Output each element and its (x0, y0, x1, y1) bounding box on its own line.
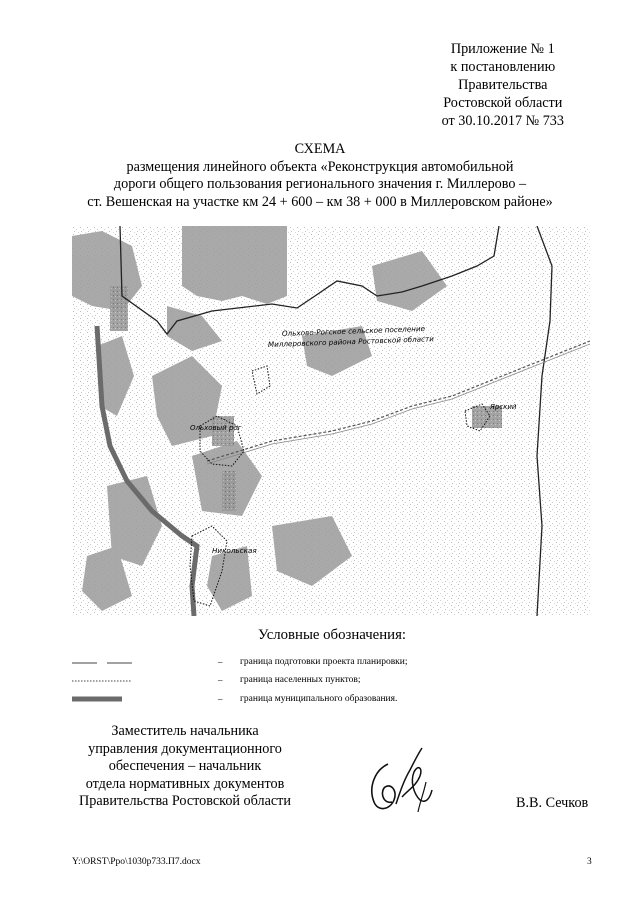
signatory-line: Правительства Ростовской области (79, 793, 291, 810)
appendix-line: Правительства (458, 77, 548, 93)
signatory-line: Заместитель начальника (111, 723, 259, 739)
title-line: дороги общего пользования регионального значения г. Миллерово – (113, 176, 527, 193)
legend-text: граница муниципального образования. (240, 694, 398, 704)
legend-title: Условные обозначения: (258, 627, 406, 643)
legend-dash: – (218, 657, 223, 667)
legend-dash: – (218, 694, 223, 704)
signatory-position (70, 723, 300, 811)
legend-item-planning-boundary (72, 655, 472, 669)
map-label-yarsky: Ярский (490, 403, 517, 411)
legend-symbol-settlement (72, 673, 212, 687)
appendix-line: Приложение № 1 (450, 41, 555, 57)
footer-file-path: Y:\ORST\Ppo\1030p733.П7.docx (72, 857, 201, 867)
legend-item-municipal-boundary (72, 692, 472, 706)
legend-text: граница населенных пунктов; (240, 675, 361, 685)
map-label-settlement-2: Миллеровского района Ростовской области (267, 334, 435, 349)
signatory-line: управления документационного (88, 740, 282, 757)
legend-symbol-planning (72, 655, 212, 669)
legend-dash: – (218, 675, 223, 685)
legend-item-settlement-boundary (72, 673, 472, 687)
title-heading: СХЕМА (294, 141, 346, 157)
handwritten-signature (360, 742, 440, 817)
appendix-line: Ростовской области (443, 95, 563, 111)
title-line: ст. Вешенская на участке км 24 + 600 – км 38 + 000 в Миллеровском районе» (87, 193, 553, 210)
appendix-line: от 30.10.2017 № 733 (441, 113, 564, 129)
legend-symbol-municipal (72, 692, 212, 706)
appendix-line: к постановлению (450, 59, 556, 75)
page-number: 3 (587, 857, 592, 867)
map-label-nikolskaya: Никольская (212, 546, 257, 555)
appendix-header (442, 40, 564, 130)
map-label-settlement-1: Ольхово-Рогское сельское поселение (281, 324, 426, 338)
signatory-line: отдела нормативных документов (85, 775, 285, 792)
signatory-line: обеспечения – начальник (108, 758, 262, 775)
map-label-olkhovy-rog: Ольховый рог (190, 424, 242, 432)
legend-text: граница подготовки проекта планировки; (240, 657, 408, 667)
signer-name: В.В. Сечков (516, 795, 589, 811)
title-line: размещения линейного объекта «Реконструкция автомобильной (126, 158, 514, 175)
document-title (40, 141, 600, 211)
scheme-map (72, 226, 590, 616)
